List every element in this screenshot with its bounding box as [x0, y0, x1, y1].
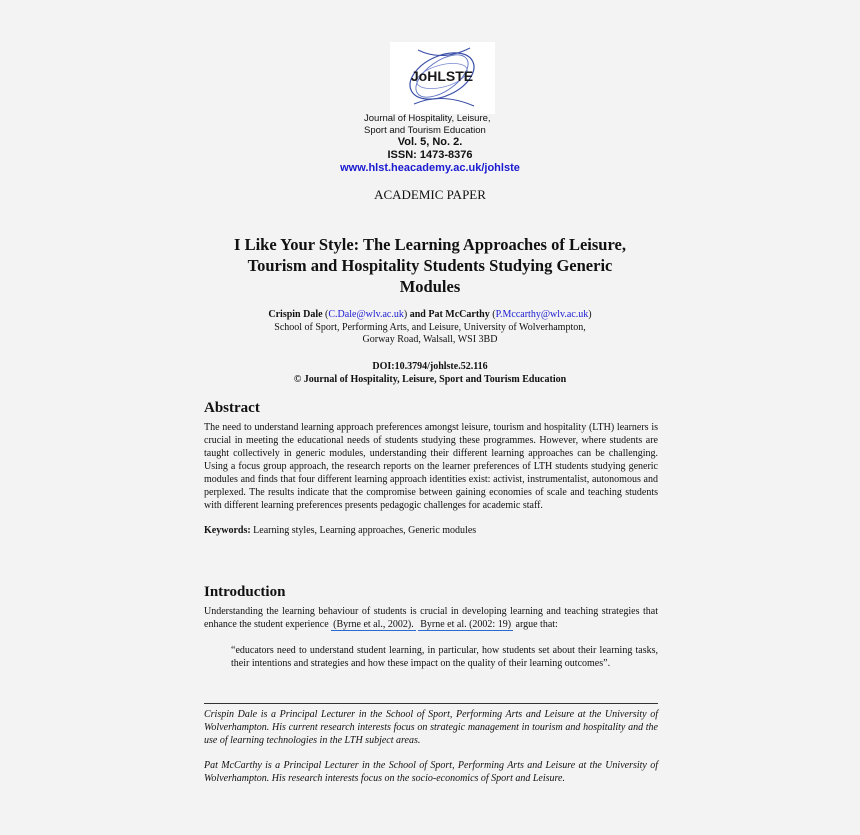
block-quote: “educators need to understand student learning, in particular, how students set about their learning tasks, their intentions and strategies and how these impact on the quality of their learning outcomes”. [231, 645, 658, 669]
address: Gorway Road, Walsall, WSI 3BD [362, 334, 498, 345]
journal-url-link[interactable]: www.hlst.heacademy.ac.uk/johlste [340, 162, 520, 174]
title-line3: Modules [399, 277, 461, 296]
keywords-label: Keywords: [204, 525, 251, 536]
paper-type: ACADEMIC PAPER [374, 187, 486, 202]
journal-logo [390, 42, 495, 114]
journal-name-line1: Journal of Hospitality, Leisure, [364, 113, 491, 124]
keywords [204, 524, 476, 537]
title-line1: I Like Your Style: The Learning Approaches of Leisure, [234, 235, 626, 254]
issn: ISSN: 1473-8376 [387, 149, 473, 161]
affiliation: School of Sport, Performing Arts, and Leisure, University of Wolverhampton, [274, 322, 586, 333]
abstract-text: The need to understand learning approach preferences amongst leisure, tourism and hospitality (LTH) learners is crucial in meeting the educational needs of students studying these programmes. However, where students are taught collectively in generic modules, understanding their different learning approaches can be challenging. Using a focus group approach, the research reports on the learner preferences of LTH students studying generic modules and finds that four different learning approach identities exist: activist, instrumentalist, autonomous and perplexed. The results indicate that the compromise between gaining economies of scale and teaching students with different learning preferences presents pedagogic challenges for academic staff. [204, 422, 658, 511]
footnote-divider [204, 703, 658, 704]
abstract-heading: Abstract [204, 400, 260, 416]
journal-name-line2: Sport and Tourism Education [364, 125, 486, 136]
author1-email-link[interactable]: C.Dale@wlv.ac.uk [328, 309, 404, 320]
citation-link-1[interactable]: (Byrne et al., 2002). [333, 619, 414, 630]
copyright: © Journal of Hospitality, Leisure, Sport and Tourism Education [293, 374, 567, 385]
logo-text: JoHLSTE [410, 68, 474, 84]
author-conjunction: and [409, 309, 426, 320]
keywords-list: Learning styles, Learning approaches, Generic modules [253, 525, 477, 536]
intro-text-part1: Understanding the learning behaviour of students is crucial in developing learning and teaching strategies that enhance the student experience [204, 606, 658, 630]
author2-bio: Pat McCarthy is a Principal Lecturer in the School of Sport, Performing Arts and Leisure at the University of Wolverhampton. His research interests focus on the socio-economics of Sport and Leisure. [204, 760, 658, 784]
introduction-heading: Introduction [204, 584, 286, 600]
doi: DOI:10.3794/johlste.52.116 [372, 361, 488, 372]
author-line: Crispin Dale (C.Dale@wlv.ac.uk) and Pat McCarthy (P.Mccarthy@wlv.ac.uk) [268, 309, 592, 320]
intro-text-part2: argue that: [515, 619, 558, 630]
author2-name: Pat McCarthy [428, 309, 490, 320]
title-line2: Tourism and Hospitality Students Studying Generic [247, 256, 613, 275]
journal-name [364, 113, 504, 137]
introduction-text [204, 605, 658, 631]
author1-bio: Crispin Dale is a Principal Lecturer in the School of Sport, Performing Arts and Leisure at the University of Wolverhampton. His current research interests focus on strategic management in tourism and hospitality and the use of learning technologies in the LTH subject areas. [204, 709, 658, 746]
volume-info: Vol. 5, No. 2. [397, 136, 463, 148]
paper-title [195, 234, 665, 297]
logo-swirl-icon [390, 42, 495, 114]
author2-email-link[interactable]: P.Mccarthy@wlv.ac.uk [495, 309, 589, 320]
citation-link-2[interactable]: Byrne et al. (2002: 19) [420, 619, 512, 630]
author1-name: Crispin Dale [268, 309, 323, 320]
